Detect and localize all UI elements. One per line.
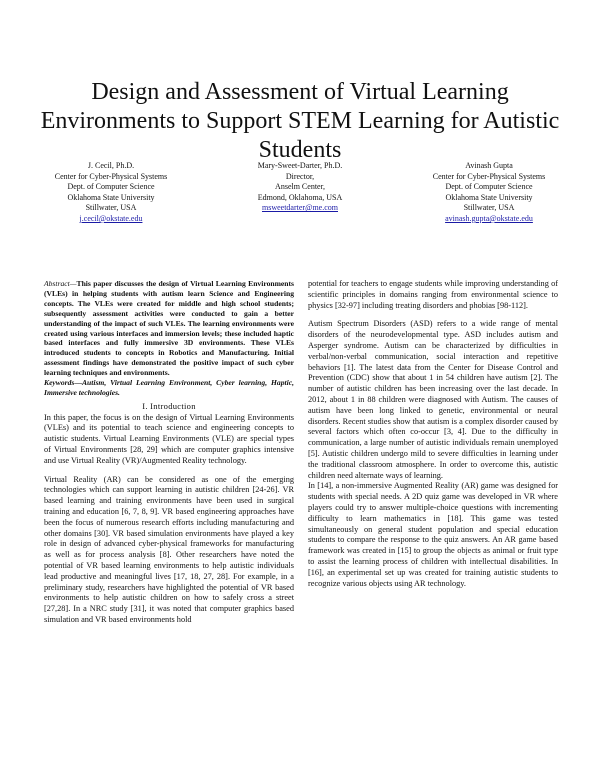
section-heading-introduction: I. Introduction: [142, 400, 196, 411]
left-column: [44, 279, 294, 626]
author-affiliation-line: Center for Cyber-Physical Systems: [54, 171, 168, 181]
author-3: [394, 161, 584, 225]
author-1: [16, 161, 206, 225]
author-affiliation-line: Oklahoma State University: [445, 192, 533, 202]
paragraph-gap: [308, 311, 558, 319]
right-column: [308, 279, 558, 589]
author-name: Avinash Gupta: [465, 161, 513, 170]
author-affiliation-line: Center for Cyber-Physical Systems: [432, 171, 546, 181]
paragraph-gap: [44, 467, 294, 475]
author-affiliation-line: Dept. of Computer Science: [445, 182, 533, 192]
author-2: [205, 161, 395, 214]
author-email-link[interactable]: msweetdarter@me.com: [261, 203, 338, 213]
keywords-label: Keywords—: [44, 378, 82, 388]
abstract-label: Abstract—: [44, 279, 77, 288]
keywords: [44, 378, 294, 398]
paper-title: Design and Assessment of Virtual Learning Environments to Support STEM Learning for Autistic Students: [40, 79, 560, 163]
right-paragraph-3: In [14], a non-immersive Augmented Reality (AR) game was designed for students with special needs. A 2D quiz game was developed in VR where players could try to answer multiple-choice questions with incrementing difficulty to learn mathematics in [18]. This game was tested simultaneously on general student population and special education students to compare the response to the quiz answers. An AR game based framework was created in [15] to group the objects as animal or fruit type to assist the learning process of children with intellectual disabilities. In [16], an experimental set up was created for training autistic students to recognize various objects using AR technology.: [308, 481, 558, 588]
author-affiliation-line: Stillwater, USA: [85, 203, 137, 213]
keywords-text: Autism, Virtual Learning Environment, Cyber learning, Haptic, Immersive technologies.: [44, 378, 294, 397]
right-paragraph-1: potential for teachers to engage students while improving understanding of scientific principles in domains ranging from environmental science to physics [32-97] including treating disorders and phobias [98-112].: [308, 279, 558, 310]
right-paragraph-2: Autism Spectrum Disorders (ASD) refers to a wide range of mental disorders of the neurodevelopmental type. ASD includes autism and Asperger syndrome. Autism can be characterized by difficulties in verbal/non-verbal communication, social interaction and repetitive behaviors [1]. The latest data from the Center for Disease Control and Prevention (CDC) show that about 1 in 54 children have autism [2]. The number of autistic children has been increasing over the last decade. In 2012, about 1 in 88 children were diagnosed with Autism. The causes of autism have been long linked to genetic, environmental or neural disorders. Recent studies show that autism is a complex disorder caused by several factors which often co-occur [3, 4]. Due to the difficulty in communication, a large number of autistic individuals remain unemployed [5]. Autistic children undergo mild to severe difficulties in learning under the traditional classroom atmosphere. In order to overcome this, autistic children need alternate ways of learning.: [308, 319, 558, 480]
author-email-link[interactable]: avinash.gupta@okstate.edu: [445, 213, 533, 223]
author-email-link[interactable]: j.cecil@okstate.edu: [79, 213, 143, 223]
intro-paragraph-2: Virtual Reality (AR) can be considered as one of the emerging technologies which can support learning in autistic children [24-26]. VR based learning and training environments have been used in surgical training and education [6, 7, 8, 9]. VR based engineering approaches have been the focus of numerous research efforts including manufacturing and other domains [30]. VR based simulation environments have played a key role in design of advanced cyber-physical frameworks for manufacturing as well as for process analysis [8]. Other researchers have noted the potential of VR based learning environments to help autistic individuals lead productive and meaningful lives [17, 18, 27, 28]. For example, in a preliminary study, researchers have highlighted the potential of VR based environments to help autistic children on how to safely cross a street [27,28]. In a NRC study [31], it was noted that computer graphics based simulation and VR based environments hold: [44, 474, 294, 625]
intro-paragraph-1: In this paper, the focus is on the design of Virtual Learning Environments (VLEs) and its potential to teach science and engineering concepts to autistic students. Virtual Learning Environments (VLE) are special types of Virtual Environments [28, 29] which are computer graphics intensive and use Virtual Reality (VR)/Augmented Reality technology.: [44, 412, 294, 465]
author-name: J. Cecil, Ph.D.: [87, 161, 135, 170]
author-affiliation-line: Edmond, Oklahoma, USA: [257, 192, 343, 202]
author-affiliation-line: Oklahoma State University: [67, 192, 155, 202]
abstract: [44, 279, 294, 378]
abstract-text: This paper discusses the design of Virtual Learning Environments (VLEs) in helping students with autism learn Science and Engineering concepts. The VLEs were created for middle and high school students; subsequently assessment activities were conducted to gain a better understanding of the impact of such VLEs. The learning environments were created using various interfaces and immersion levels; these included haptic based interfaces and fully immersive 3D environments. These VLEs introduced students to concepts in Robotics and Manufacturing. Initial assessment findings have demonstrated the positive impact of such cyber learning techniques and environments.: [44, 279, 294, 378]
author-affiliation-line: Anselm Center,: [275, 182, 325, 192]
author-affiliation-line: Stillwater, USA: [463, 203, 515, 213]
author-affiliation-line: Dept. of Computer Science: [67, 182, 155, 192]
author-name: Mary-Sweet-Darter, Ph.D.: [257, 161, 343, 170]
author-affiliation-line: Director,: [285, 171, 315, 181]
